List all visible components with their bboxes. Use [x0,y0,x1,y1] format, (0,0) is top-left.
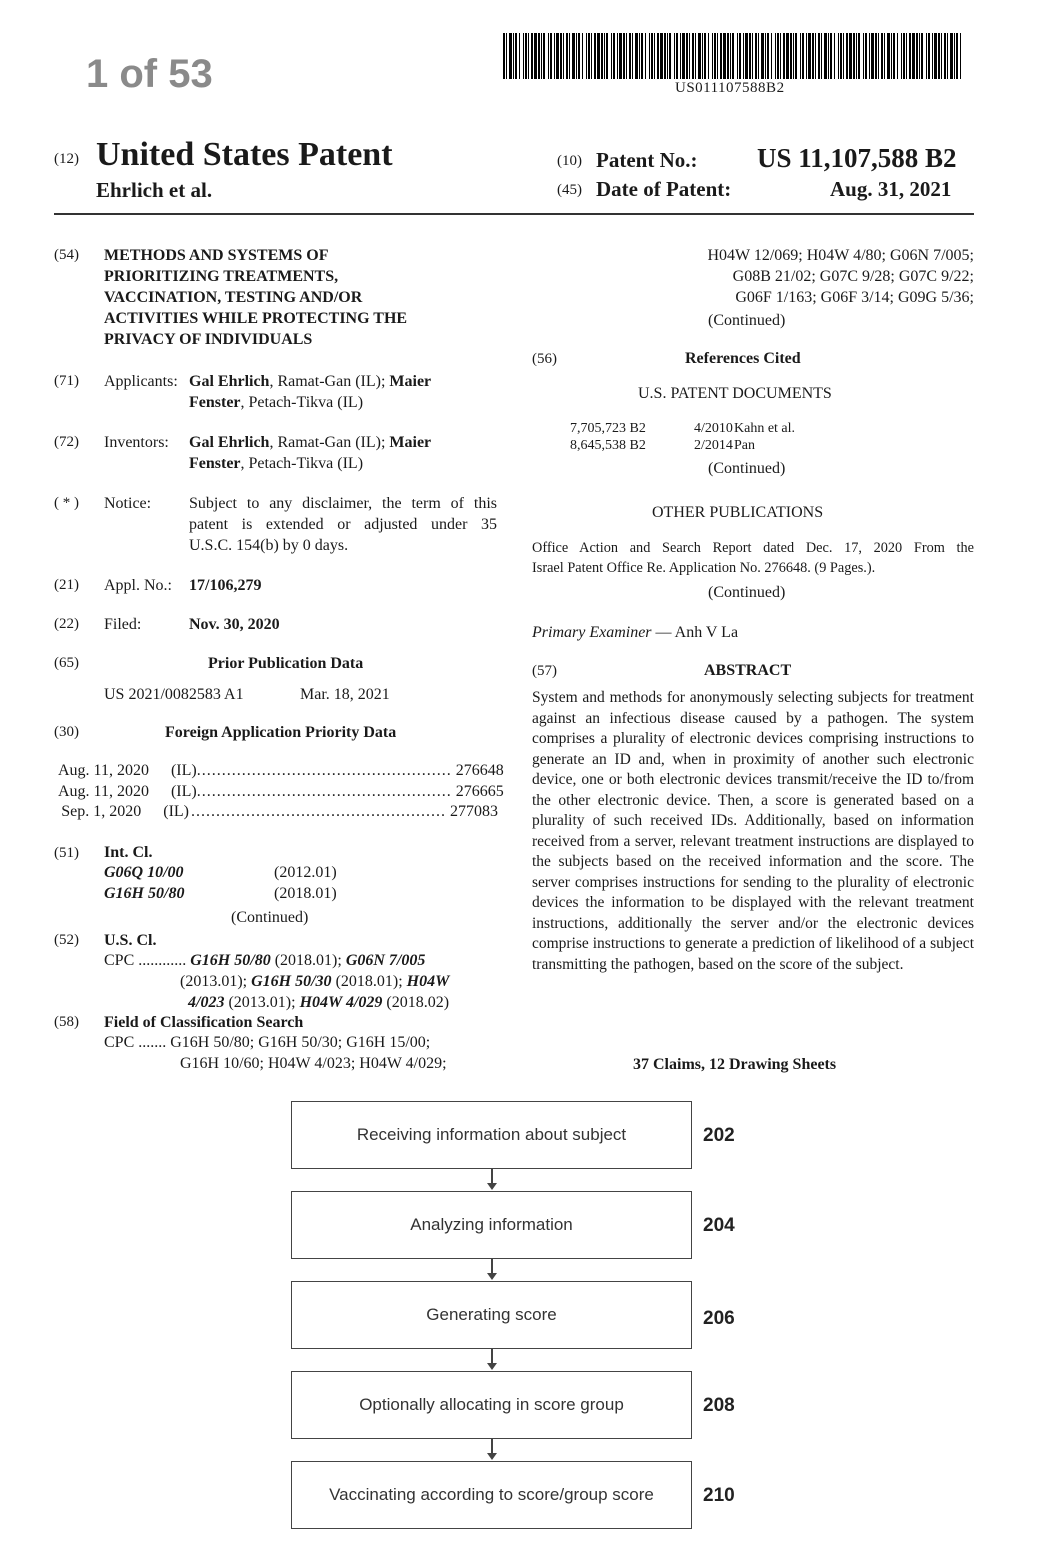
inventors-header: Ehrlich et al. [96,178,213,202]
code-12: (12) [54,151,79,167]
patent-no-label: Patent No.: [596,148,698,172]
int-cl-version: (2018.01) [274,885,337,902]
code-72: (72) [54,434,79,450]
us-cl-label: U.S. Cl. [104,932,157,949]
other-publications-text: Office Action and Search Report dated Dec. 17, 2020 From the Israel Patent Office Re. Application No. 276648. (9 Pages.). [532,540,974,576]
foreign-priority-row: Sep. 1, 2020 (IL) ................................................... 277083 [61,803,498,820]
int-cl-code: G16H 50/80 [104,885,185,902]
notice-text: Subject to any disclaimer, the term of this patent is extended or adjusted under 35 U.S.C. 154(b) by 0 days. [189,495,497,554]
code-65: (65) [54,655,79,671]
flow-step-number: 208 [703,1395,735,1416]
code-54: (54) [54,247,79,263]
field-search-cpc: CPC ....... G16H 50/80; G16H 50/30; G16H 15/00; [104,1034,431,1051]
code-58: (58) [54,1014,79,1030]
appl-no-label: Appl. No.: [104,577,172,594]
patent-title-header: United States Patent [96,136,393,173]
prior-pub-number: US 2021/0082583 A1 [104,686,244,703]
code-56: (56) [532,351,557,367]
arrow-down-icon [487,1273,497,1280]
code-45: (45) [557,182,582,198]
filed-date: Nov. 30, 2020 [189,616,280,633]
header-divider [54,213,974,215]
field-search-cpc-2: G16H 10/60; H04W 4/023; H04W 4/029; [180,1055,447,1072]
prior-pub-heading: Prior Publication Data [208,655,364,672]
arrow-down-icon [487,1453,497,1460]
flow-step-box: Optionally allocating in score group [291,1371,692,1439]
barcode-number: US011107588B2 [675,80,785,96]
flow-connector [491,1259,493,1273]
us-cl-cpc: CPC ............ G16H 50/80 (2018.01); G06N 7/005 (2013.01); G16H 50/30 (2018.01); H04W 4/023 (2013.01); H04W 4/029 (2018.02) [104,952,450,1011]
code-71: (71) [54,373,79,389]
us-patent-docs-list [570,420,795,454]
reference-row: 8,645,538 B2 2/2014Pan [570,438,755,453]
us-docs-continued: (Continued) [708,460,786,477]
flow-connector [491,1169,493,1183]
appl-no: 17/106,279 [189,577,262,594]
foreign-priority-heading: Foreign Application Priority Data [165,724,397,741]
abstract-heading: ABSTRACT [704,662,792,679]
code-10: (10) [557,153,582,169]
foreign-priority-row: Aug. 11, 2020 (IL) ................................................... 276648 [58,762,504,779]
foreign-priority-row: Aug. 11, 2020 (IL) ................................................... 276665 [58,782,504,800]
int-cl-continued: (Continued) [231,909,309,926]
flow-connector [491,1349,493,1363]
foreign-priority-list [58,761,504,823]
code-51: (51) [54,845,79,861]
other-publications-heading: OTHER PUBLICATIONS [652,504,824,521]
date-label: Date of Patent: [596,177,732,201]
flow-step-box: Generating score [291,1281,692,1349]
flow-step-box: Analyzing information [291,1191,692,1259]
flow-step-box: Receiving information about subject [291,1101,692,1169]
arrow-down-icon [487,1183,497,1190]
code-30: (30) [54,724,79,740]
int-cl-version: (2012.01) [274,864,337,881]
prior-pub-date: Mar. 18, 2021 [300,686,390,703]
field-search-label: Field of Classification Search [104,1014,304,1031]
abstract-text: System and methods for anonymously selecting subjects for treatment against an infectious disease caused by a pathogen. The system comprises a plurality of electronic devices comprising instructions to generate an ID and, when in proximity of another such electronic device, one or both electronic devices transmit/receive the ID to/from the other electronic device. Then, a score is generated based on a plurality of such received IDs. Additionally, based on information received from a server, relevant treatment instructions are displayed to the subjects based on the received information and the score. The server comprises instructions for sending to the plurality of electronic devices the information to be displayed with the relevant treatment instructions, additionally the server and/or the electronic devices comprise instructions to generate a prediction of likelihood of a subject transmitting the pathogen, based on the score of the subject. [532,689,974,973]
code-22: (22) [54,616,79,632]
reference-row: 7,705,723 B2 4/2010Kahn et al. [570,421,796,436]
claims-summary: 37 Claims, 12 Drawing Sheets [633,1056,837,1073]
flow-connector [491,1439,493,1453]
code-notice: ( * ) [54,495,79,511]
notice-label: Notice: [104,495,152,512]
flow-step-box: Vaccinating according to score/group score [291,1461,692,1529]
code-52: (52) [54,932,79,948]
code-21: (21) [54,577,79,593]
invention-title: METHODS AND SYSTEMS OF PRIORITIZING TREATMENTS, VACCINATION, TESTING AND/OR ACTIVITIES WHILE PROTECTING THE PRIVACY OF INDIVIDUALS [104,247,408,348]
filed-label: Filed: [104,616,142,633]
page-counter: 1 of 53 [86,52,213,96]
classification-continued-list: H04W 12/069; H04W 4/80; G06N 7/005; G08B 21/02; G07C 9/28; G07C 9/22; G06F 1/163; G06F 3/14; G09G 5/36; [707,247,974,306]
flow-step-number: 210 [703,1485,735,1506]
applicants: Gal Ehrlich, Ramat-Gan (IL); Maier Fenster, Petach-Tikva (IL) [189,373,432,411]
flow-step-number: 206 [703,1308,735,1329]
us-patent-docs-heading: U.S. PATENT DOCUMENTS [638,385,832,402]
int-cl-label: Int. Cl. [104,844,153,861]
flow-step-number: 204 [703,1215,735,1236]
arrow-down-icon [487,1363,497,1370]
patent-number: US 11,107,588 B2 [757,143,957,173]
flow-step-number: 202 [703,1125,735,1146]
references-heading: References Cited [685,350,801,367]
int-cl-code: G06Q 10/00 [104,864,184,881]
code-57: (57) [532,663,557,679]
applicants-label: Applicants: [104,373,178,390]
patent-date: Aug. 31, 2021 [830,177,952,201]
classification-continued: (Continued) [708,312,786,329]
other-pubs-continued: (Continued) [708,584,786,601]
barcode-image [503,33,968,79]
inventors-label: Inventors: [104,434,169,451]
primary-examiner: Primary Examiner — Anh V La [532,624,739,641]
inventors: Gal Ehrlich, Ramat-Gan (IL); Maier Fenster, Petach-Tikva (IL) [189,434,432,472]
